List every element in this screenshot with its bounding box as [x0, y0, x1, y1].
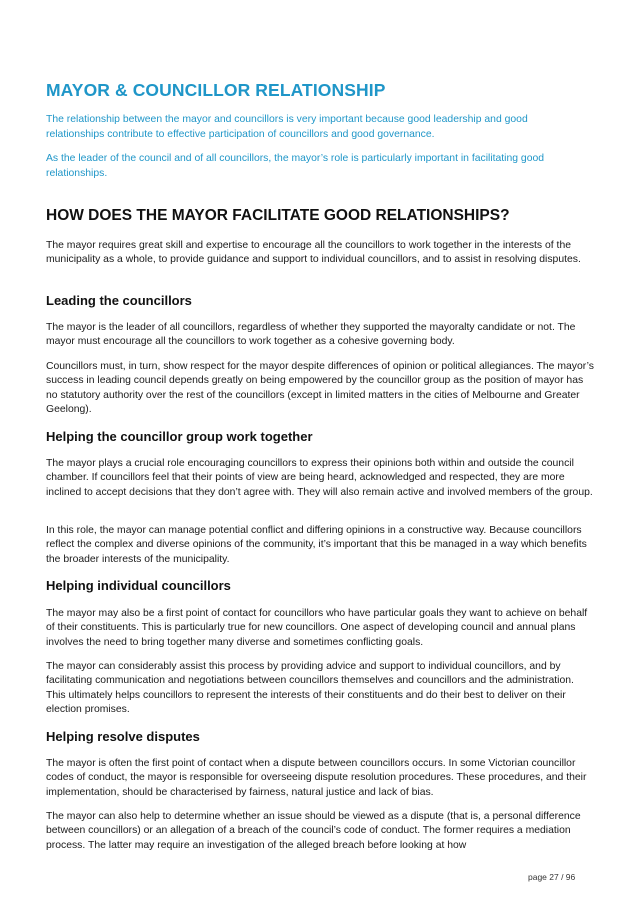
group-paragraph-1: The mayor plays a crucial role encouraging councillors to express their opinions both within and outside the council chamber. If councillors feel that their points of view are being heard, acknowledged and respected, they are more inclined to accept decisions that they don’t agree with. They will also remain active and involved members of the group. [46, 458, 593, 498]
subsection-heading-individual: Helping individual councillors [46, 578, 231, 593]
individual-paragraph-2: The mayor can considerably assist this process by providing advice and support to individual councillors, and by facilitating communication and negotiations between councillors themselves and councillors and the administration. This ultimately helps councillors to represent the interests of their constituents and do their best to deliver on their election promises. [46, 661, 574, 715]
page-title: MAYOR & COUNCILLOR RELATIONSHIP [46, 80, 386, 100]
disputes-paragraph-2: The mayor can also help to determine whether an issue should be viewed as a dispute (that is, a personal difference between councillors) or an allegation of a breach of the council’s code of conduct. The former requires a mediation process. The latter may require an investigation of the alleged breach before looking at how [46, 811, 581, 851]
group-paragraph-2: In this role, the mayor can manage potential conflict and differing opinions in a constructive way. Because councillors reflect the complex and diverse opinions of the community, it’s important that this be managed in a way which benefits the broader interests of the municipality. [46, 525, 587, 565]
leading-paragraph-1: The mayor is the leader of all councillors, regardless of whether they supported the mayoralty candidate or not. The mayor must encourage all the councillors to work together as a cohesive governing body. [46, 322, 576, 348]
leading-paragraph-2: Councillors must, in turn, show respect for the mayor despite differences of opinion or political allegiances. The mayor’s success in leading council depends greatly on being empowered by the councillor group as the position of mayor has no statutory authority over the rest of the councillors (except in limited matters in the cities of Melbourne and Greater Geelong). [46, 361, 594, 415]
disputes-paragraph-1: The mayor is often the first point of contact when a dispute between councillors occurs. In some Victorian councillor codes of conduct, the mayor is responsible for overseeing dispute resolution procedures. These procedures, and their implementation, should be characterised by fairness, natural justice and lack of bias. [46, 758, 587, 798]
subsection-heading-group: Helping the councillor group work together [46, 429, 313, 444]
section-heading: HOW DOES THE MAYOR FACILITATE GOOD RELATIONSHIPS? [46, 207, 510, 224]
section-intro: The mayor requires great skill and expertise to encourage all the councillors to work together in the interests of the municipality as a whole, to provide guidance and support to individual councillors, and to assist in resolving disputes. [46, 240, 581, 266]
subsection-heading-leading: Leading the councillors [46, 293, 192, 308]
intro-paragraph-1: The relationship between the mayor and councillors is very important because good leadership and good relationships contribute to effective participation of councillors and good governance. [46, 114, 528, 140]
intro-paragraph-2: As the leader of the council and of all councillors, the mayor’s role is particularly important in facilitating good relationships. [46, 153, 545, 179]
individual-paragraph-1: The mayor may also be a first point of contact for councillors who have particular goals they want to achieve on behalf of their constituents. This is particularly true for new councillors. One aspect of developing council and annual plans involves the need to bring together many diverse and sometimes conflicting goals. [46, 608, 588, 648]
subsection-heading-disputes: Helping resolve disputes [46, 729, 200, 744]
page-number: page 27 / 96 [528, 872, 576, 882]
